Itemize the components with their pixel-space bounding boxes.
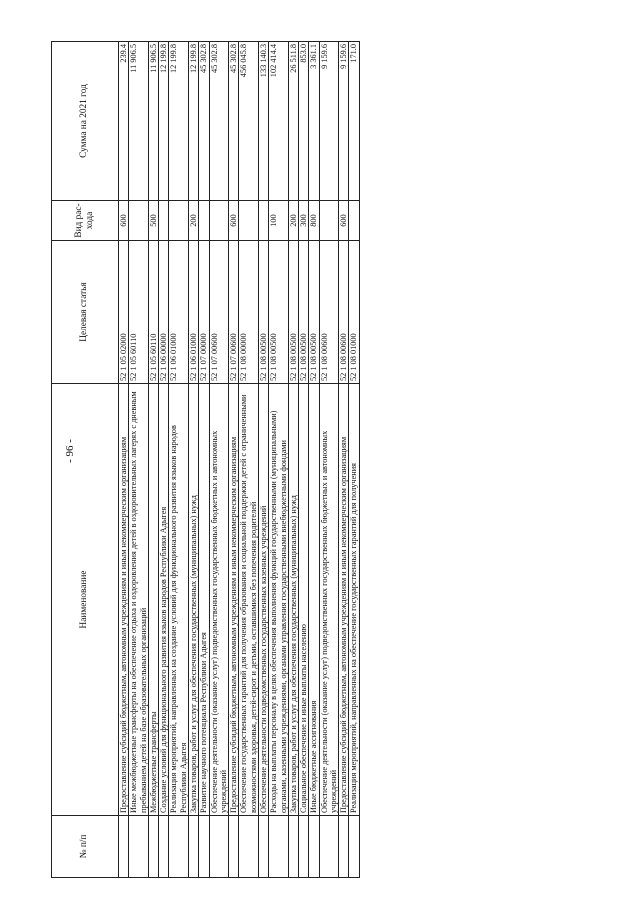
- header-kind: Вид рас- хода: [52, 201, 119, 241]
- table-row: [159, 42, 169, 878]
- row-num: [288, 816, 298, 878]
- row-name: Развитие научного потенциала Республики Адыгея: [199, 384, 209, 816]
- row-name: Обеспечение деятельности подведомственных государственных казенных учреждений: [258, 384, 268, 816]
- row-code: 52 1 08 00500: [269, 241, 289, 384]
- row-num: [258, 816, 268, 878]
- table-row: [119, 42, 129, 878]
- row-num: [129, 816, 149, 878]
- row-name: Обеспечение деятельности (оказание услуг) подведомственных государственных бюджетных и автономных учреждений: [209, 384, 229, 816]
- table-row: [169, 42, 189, 878]
- row-kind: [239, 201, 259, 241]
- table-row: [339, 42, 349, 878]
- row-kind: 600: [229, 201, 239, 241]
- row-name: Реализация мероприятий, направленных на создание условий для функционального развития языков народов Республики Адыгея: [169, 384, 189, 816]
- row-code: 52 1 07 00600: [209, 241, 229, 384]
- row-kind: [159, 201, 169, 241]
- row-sum: 456 045.8: [239, 42, 259, 201]
- row-sum: 9 159.6: [319, 42, 339, 201]
- row-sum: 12 199.8: [188, 42, 198, 201]
- row-code: 52 1 08 00600: [319, 241, 339, 384]
- row-num: [229, 816, 239, 878]
- row-kind: [129, 201, 149, 241]
- row-code: 52 1 06 01000: [188, 241, 198, 384]
- row-name: Обеспечение государственных гарантий для получения образования и социальной поддержки детей с ограниченными возможностями здоровья, детей-сирот и детьми, оставшимися без попечения родителей: [239, 384, 259, 816]
- header-code: Целевая статья: [52, 241, 119, 384]
- row-num: [209, 816, 229, 878]
- row-code: 52 1 06 00000: [159, 241, 169, 384]
- row-num: [269, 816, 289, 878]
- row-sum: 102 414.4: [269, 42, 289, 201]
- row-kind: 100: [269, 201, 289, 241]
- table-header-row: [52, 42, 119, 878]
- row-num: [299, 816, 309, 878]
- row-num: [169, 816, 189, 878]
- row-code: 52 1 08 00500: [258, 241, 268, 384]
- table-row: [188, 42, 198, 878]
- table-row: [129, 42, 149, 878]
- row-kind: [199, 201, 209, 241]
- row-kind: 200: [288, 201, 298, 241]
- row-code: 52 1 05 02000: [119, 241, 129, 384]
- row-name: Реализация мероприятий, направленных на обеспечение государственных гарантий для получения: [349, 384, 359, 816]
- table-row: [269, 42, 289, 878]
- row-name: Иные бюджетные ассигнования: [309, 384, 319, 816]
- row-code: 52 1 07 00000: [199, 241, 209, 384]
- row-code: 52 1 08 01000: [349, 241, 359, 384]
- row-sum: 3 361.1: [309, 42, 319, 201]
- row-kind: 600: [339, 201, 349, 241]
- row-sum: 133 140.3: [258, 42, 268, 201]
- budget-table-rotated: [51, 42, 360, 878]
- row-name: Предоставление субсидий бюджетным, автономным учреждениям и иным некоммерческим организациям: [119, 384, 129, 816]
- row-kind: 800: [309, 201, 319, 241]
- table-row: [309, 42, 319, 878]
- row-num: [119, 816, 129, 878]
- row-num: [239, 816, 259, 878]
- row-code: 52 1 08 00500: [299, 241, 309, 384]
- row-name: Обеспечение деятельности (оказание услуг) подведомственных государственных бюджетных и автономных учреждений: [319, 384, 339, 816]
- row-name: Закупка товаров, работ и услуг для обеспечения государственных (муниципальных) нужд: [288, 384, 298, 816]
- page-number: - 96 -: [64, 439, 76, 463]
- row-sum: 45 302.8: [209, 42, 229, 201]
- row-code: 52 1 08 00000: [239, 241, 259, 384]
- row-sum: 26 511.8: [288, 42, 298, 201]
- row-sum: 239.4: [119, 42, 129, 201]
- row-sum: 11 906.5: [148, 42, 158, 201]
- row-name: Расходы на выплаты персоналу в целях обеспечения выполнения функций государственными (муниципальными) органами, казенными учреждениями, органами управления государственными внебюджетными фондами: [269, 384, 289, 816]
- row-kind: 500: [148, 201, 158, 241]
- row-sum: 12 199.8: [169, 42, 189, 201]
- row-sum: 45 302.8: [229, 42, 239, 201]
- row-sum: 9 159.6: [339, 42, 349, 201]
- header-sum: Сумма на 2021 год: [52, 42, 119, 201]
- row-kind: 600: [119, 201, 129, 241]
- row-num: [339, 816, 349, 878]
- row-kind: [209, 201, 229, 241]
- row-name: Иные межбюджетные трансферты на обеспечение отдыха и оздоровления детей в оздоровительных лагерях с дневным пребыванием детей на базе образовательных организаций: [129, 384, 149, 816]
- row-name: Предоставление субсидий бюджетным, автономным учреждениям и иным некоммерческим организациям: [339, 384, 349, 816]
- row-code: 52 1 06 01000: [169, 241, 189, 384]
- table-row: [229, 42, 239, 878]
- row-kind: [258, 201, 268, 241]
- header-name: Наименование: [52, 384, 119, 816]
- table-row: [258, 42, 268, 878]
- row-num: [148, 816, 158, 878]
- row-code: 52 1 08 00600: [339, 241, 349, 384]
- row-name: Предоставление субсидий бюджетным, автономным учреждениям и иным некоммерческим организациям: [229, 384, 239, 816]
- row-name: Межбюджетные трансферты: [148, 384, 158, 816]
- row-kind: [349, 201, 359, 241]
- row-kind: 200: [188, 201, 198, 241]
- row-kind: 300: [299, 201, 309, 241]
- row-code: 52 1 07 00600: [229, 241, 239, 384]
- row-num: [159, 816, 169, 878]
- row-sum: 171.0: [349, 42, 359, 201]
- row-code: 52 1 08 00500: [288, 241, 298, 384]
- row-sum: 11 906.5: [129, 42, 149, 201]
- row-kind: [319, 201, 339, 241]
- row-num: [319, 816, 339, 878]
- row-num: [349, 816, 359, 878]
- row-sum: 45 302.8: [199, 42, 209, 201]
- row-sum: 853.0: [299, 42, 309, 201]
- table-row: [299, 42, 309, 878]
- table-row: [349, 42, 359, 878]
- row-kind: [169, 201, 189, 241]
- row-code: 52 1 08 00500: [309, 241, 319, 384]
- row-code: 52 1 05 60110: [129, 241, 149, 384]
- row-name: Создание условий для функционального развития языков народов Республики Адыгея: [159, 384, 169, 816]
- budget-table: [51, 41, 360, 878]
- table-row: [148, 42, 158, 878]
- table-row: [319, 42, 339, 878]
- table-row: [209, 42, 229, 878]
- row-sum: 12 199.8: [159, 42, 169, 201]
- row-name: Закупка товаров, работ и услуг для обеспечения государственных (муниципальных) нужд: [188, 384, 198, 816]
- row-num: [199, 816, 209, 878]
- row-code: 52 1 05 60110: [148, 241, 158, 384]
- row-num: [309, 816, 319, 878]
- table-row: [288, 42, 298, 878]
- header-num: № п/п: [52, 816, 119, 878]
- table-row: [199, 42, 209, 878]
- table-row: [239, 42, 259, 878]
- row-name: Социальное обеспечение и иные выплаты населению: [299, 384, 309, 816]
- row-num: [188, 816, 198, 878]
